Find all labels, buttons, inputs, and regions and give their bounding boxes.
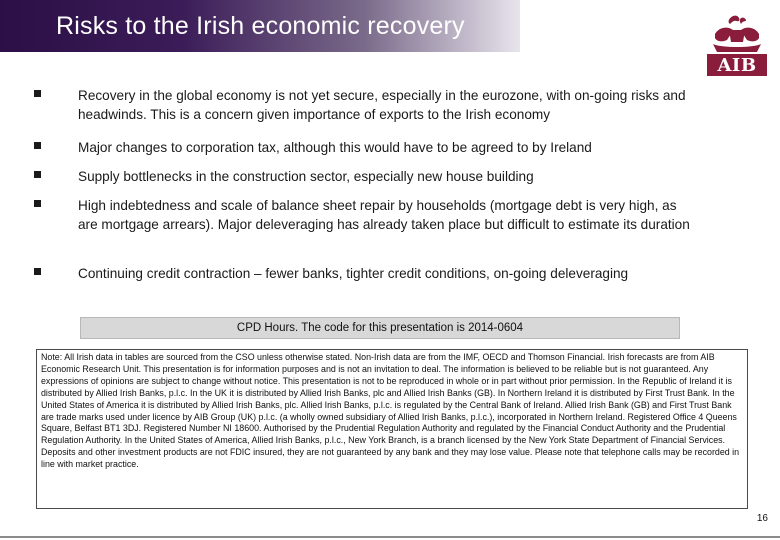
bullet-text: High indebtedness and scale of balance sheet repair by households (mortgage debt is very high, as are mortgage arrears). Major deleveraging has already taken place but difficult to estimate its duration [78, 198, 690, 232]
cpd-code-box: CPD Hours. The code for this presentation is 2014-0604 [80, 317, 680, 339]
bullet-text: Continuing credit contraction – fewer banks, tighter credit conditions, on-going deleveraging [78, 266, 629, 281]
slide-title: Risks to the Irish economic recovery [56, 12, 465, 40]
bullet-square-icon [34, 142, 41, 149]
bullet-item [34, 196, 714, 254]
bullet-square-icon [34, 90, 41, 97]
bullet-item [34, 167, 714, 187]
logo-text: AIB [717, 55, 757, 76]
bullet-text: Recovery in the global economy is not yet secure, especially in the eurozone, with on-going risks and headwinds. This is a concern given importance of exports to the Irish economy [78, 88, 686, 122]
title-bar [0, 0, 520, 52]
page-number: 16 [756, 513, 768, 524]
bullet-text: Major changes to corporation tax, although this would have to be agreed to by Ireland [78, 140, 592, 155]
bullet-text: Supply bottlenecks in the construction sector, especially new house building [78, 169, 534, 184]
bullet-item [34, 264, 714, 284]
bullet-square-icon [34, 171, 41, 178]
bullet-square-icon [34, 268, 41, 275]
bullet-item [34, 138, 714, 158]
disclaimer-note: Note: All Irish data in tables are sourced from the CSO unless otherwise stated. Non-Irish data are from the IMF, OECD and Thomson Financial. Irish forecasts are from AIB Economic Research Unit. This presentation is for information purposes and is not an invitation to deal. The information is believed to be reliable but is not guaranteed. Any expressions of opinions are subject to change without notice. This presentation is not to be reproduced in whole or in part without prior permission. In the Republic of Ireland it is distributed by Allied Irish Banks, p.l.c. In the UK it is distributed by Allied Irish Banks, plc and Allied Irish Banks (GB). In Northern Ireland it is distributed by First Trust Bank. In the United States of America it is distributed by Allied Irish Banks, plc. Allied Irish Banks, p.l.c. is regulated by the Central Bank of Ireland. Allied Irish Bank (GB) and First Trust Bank are trade marks used under licence by AIB Group (UK) p.l.c. (a wholly owned subsidiary of Allied Irish Banks, p.l.c.), incorporated in Northern Ireland. Registered Office 4 Queens Square, Belfast BT1 3DJ. Registered Number NI 18600. Authorised by the Prudential Regulation Authority and regulated by the Financial Conduct Authority and the Prudential Regulation Authority. In the United States of America, Allied Irish Banks, p.l.c., New York Branch, is a branch licensed by the New York State Department of Financial Services. Deposits and other investment products are not FDIC insured, they are not guaranteed by any bank and they may lose value. Please note that telephone calls may be recorded in line with market practice. [36, 349, 748, 509]
bullet-item [34, 86, 714, 126]
bullet-square-icon [34, 200, 41, 207]
footer-divider [0, 536, 780, 538]
